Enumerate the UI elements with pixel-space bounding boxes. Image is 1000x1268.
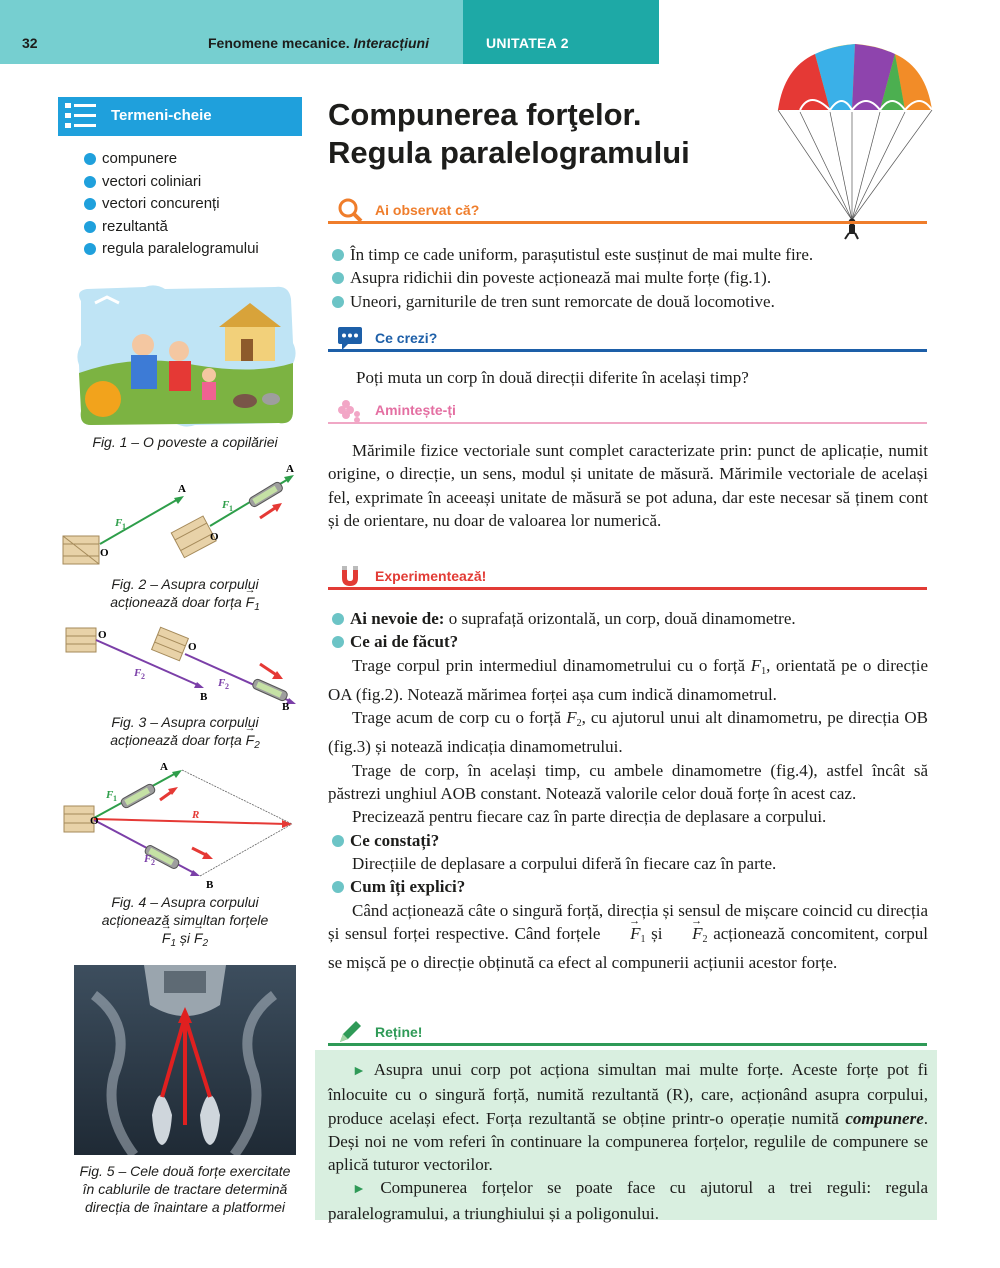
fig4-conjunction: și	[176, 930, 194, 946]
needs-label: Ai nevoie de:	[350, 609, 445, 628]
fig5-caption-line: în cablurile de tractare determină	[82, 1181, 288, 1197]
observe-item: Uneori, garniturile de tren sunt remorcate de două locomotive.	[328, 290, 928, 313]
list-icon	[64, 101, 98, 131]
fig3-diagram	[60, 624, 310, 714]
parachute-canopy	[778, 44, 932, 110]
point-o-label: O	[188, 641, 197, 653]
fig2-caption-line	[60, 593, 310, 617]
find-label: Ce constați?	[350, 830, 440, 850]
f1-label: F	[222, 499, 230, 511]
section-divider	[328, 587, 927, 590]
f2-label: F	[144, 853, 152, 865]
point-o-label: O	[98, 629, 107, 641]
experiment-step	[328, 706, 928, 759]
section-remember-header	[328, 398, 927, 424]
step-text: , orientată pe o direcție OA (fig.2). Notează mărimea forței așa cum indică dinamometrul.	[328, 655, 928, 704]
force-subscript: 1	[761, 665, 767, 677]
point-b-label: B	[282, 701, 290, 713]
title-line: Regula paralelogramului	[328, 135, 690, 170]
point-a-label: A	[286, 463, 294, 475]
retain-text: Compunerea forțelor se poate face cu ajutorul a trei reguli: regula paralelogramului, a triunghiului și a poligonului.	[328, 1178, 929, 1223]
experiment-explain-heading	[328, 875, 928, 898]
force-symbol: → F	[606, 922, 640, 945]
section-think-header	[328, 326, 927, 352]
f1-label: F	[115, 517, 123, 529]
pencil-icon	[336, 1018, 364, 1046]
force-vector-f2	[94, 820, 196, 874]
fig1-caption: Fig. 1 – O poveste a copilăriei	[92, 434, 278, 450]
section-retain-title: Reține!	[375, 1024, 423, 1040]
fig3-caption-line	[60, 731, 310, 755]
title-line: Compunerea forţelor.	[328, 97, 642, 132]
step-text: Trage corpul prin intermediul dinamometrului cu o forță	[352, 655, 751, 675]
do-label: Ce ai de făcut?	[350, 632, 459, 652]
explain-text: acționează concomitent, corpul se mișcă pe o direcție obținută ca efect al compunerii acțiunii acestor forțe.	[328, 923, 928, 973]
key-terms-title: Termeni-cheie	[111, 107, 212, 124]
key-term: vectori concurenți	[84, 193, 259, 216]
magnet-icon	[336, 562, 364, 590]
section-divider	[328, 422, 927, 424]
key-terms-list	[84, 148, 259, 261]
fig3-caption	[60, 713, 310, 755]
f2-subscript: 2	[151, 858, 155, 867]
f1-subscript: 1	[122, 522, 126, 531]
fig3-caption-line: Fig. 3 – Asupra corpului	[111, 714, 259, 730]
retain-text: . Deși noi ne vom referi în continuare la compunerea forțelor, regulile de compunere se aplică tuturor vectorilor.	[328, 1108, 928, 1175]
unit-label: UNITATEA 2	[486, 35, 569, 51]
section-observe-header	[328, 198, 927, 224]
experiment-step: Trage de corp, în același timp, cu ambele dinamometre (fig.4), astfel încât să păstrezi unghiul AOB constant. Notează valorile celor două forțe în acest caz.	[328, 760, 928, 804]
observe-item: Asupra ridichii din poveste acționează mai multe forțe (fig.1).	[328, 266, 928, 289]
point-o-label: O	[90, 815, 99, 827]
book-title-italic: Interacțiuni	[353, 35, 429, 51]
point-b-label: B	[206, 879, 214, 890]
experiment-step: Precizează pentru fiecare caz în parte direcția de deplasare a corpului.	[352, 807, 827, 827]
fig4-caption-line	[60, 929, 310, 953]
section-divider	[328, 221, 927, 224]
retain-paragraph	[328, 1176, 928, 1225]
fig5-caption-line: direcția de înaintare a platformei	[85, 1199, 285, 1215]
observe-item: În timp ce cade uniform, parașutistul este susținut de mai multe fire.	[328, 243, 928, 266]
f1-subscript: 1	[229, 504, 233, 513]
fig2-caption-line: Fig. 2 – Asupra corpului	[111, 576, 259, 592]
section-divider	[328, 349, 927, 352]
f1-subscript: 1	[113, 794, 117, 803]
crate-box	[66, 628, 96, 652]
fig4-caption-line: acționează simultan forțele	[101, 912, 269, 928]
observe-list	[328, 243, 928, 313]
conjunction: și	[645, 923, 669, 943]
f2-label: F	[218, 677, 226, 689]
f2-label: F	[134, 667, 142, 679]
remember-paragraph: Mărimile fizice vectoriale sunt complet caracterizate prin: punct de aplicație, numit origine, o direcție, un sens, modul și unitate de măsură. Mărimile vectoriale de același fel, exprimate în aceeași unitate de măsură se pot aduna, dar este necesar să ținem cont și de orientare, nu doar de valoarea lor numerică.	[328, 441, 928, 530]
fig4-caption-line: Fig. 4 – Asupra corpului	[111, 894, 259, 910]
fig4-force-subscript: 1	[170, 938, 177, 949]
fig1-story-illustration	[75, 283, 297, 428]
flower-icon	[336, 396, 364, 424]
step-text: Trage acum de corp cu o forță	[352, 708, 567, 728]
explain-label: Cum îți explici?	[350, 877, 466, 897]
section-retain-header	[328, 1020, 927, 1046]
experiment-step	[328, 654, 928, 707]
fig4-caption	[60, 893, 310, 953]
fig2-caption	[60, 575, 310, 617]
experiment-do-heading	[328, 630, 928, 653]
fig4-force-symbol: → F	[194, 929, 203, 947]
force-vector-f1	[100, 498, 180, 544]
retain-body	[328, 1058, 928, 1225]
fig5-photo-boats	[74, 965, 296, 1155]
force-subscript: 2	[576, 718, 582, 730]
magnifier-icon	[336, 196, 364, 224]
needs-text: o suprafață orizontală, un corp, două dinamometre.	[444, 609, 796, 628]
section-observe-title: Ai observat că?	[375, 202, 480, 218]
unit-banner	[463, 0, 659, 64]
key-term: rezultantă	[84, 216, 259, 239]
fig4-force-symbol: → F	[162, 929, 171, 947]
crate-box	[63, 536, 99, 564]
section-experiment-header	[328, 564, 927, 590]
key-term: regula paralelogramului	[84, 238, 259, 261]
section-remember-title: Amintește-ți	[375, 402, 456, 418]
resultant-vector	[94, 819, 286, 824]
step-text: , cu ajutorul unui alt dinamometru, pe direcția OB (fig.3) și notează indicația dinamometrului.	[328, 708, 928, 757]
page-number: 32	[22, 35, 38, 51]
fig3-force-subscript: 2	[254, 740, 260, 751]
fig2-force-symbol: → F	[246, 593, 255, 611]
experiment-finding: Direcțiile de deplasare a corpului diferă în fiecare caz în parte.	[352, 853, 777, 873]
book-title	[208, 35, 429, 51]
dynamometer	[252, 678, 289, 702]
key-term: compunere	[84, 148, 259, 171]
point-o-label: O	[100, 547, 109, 559]
think-text	[328, 366, 928, 389]
force-subscript: 1	[640, 933, 646, 945]
page-title	[328, 96, 690, 172]
fig3-caption-text: acționează doar forța	[110, 732, 242, 748]
triangle-bullet-icon: ►	[352, 1064, 366, 1079]
think-question: Poți muta un corp în două direcții diferite în același timp?	[356, 368, 749, 387]
point-a-label: A	[178, 483, 186, 495]
f1-label: F	[106, 789, 114, 801]
experiment-explanation	[328, 899, 928, 975]
experiment-body	[328, 607, 928, 974]
section-divider	[328, 1043, 927, 1046]
book-title-main: Fenomene mecanice.	[208, 35, 354, 51]
section-think-title: Ce crezi?	[375, 330, 438, 346]
retain-paragraph	[328, 1058, 928, 1176]
experiment-needs	[328, 607, 928, 630]
explain-text: Când acționează câte o singură forță, direcția și sensul de mișcare coincid cu direcția și sensul forței respective. Când forțele	[328, 900, 928, 943]
retain-text: Asupra unui corp pot acționa simultan mai multe forțe. Aceste forțe pot fi înlocuite cu o singură forță, numită rezultantă (R), care, acționând asupra corpului, produce același efect. Forța rezultantă se obține printr-o operație numită	[328, 1060, 928, 1128]
fig4-force-subscript: 2	[202, 938, 209, 949]
experiment-find-heading	[328, 829, 928, 852]
resultant-label: R	[192, 809, 200, 821]
fig5-caption-line: Fig. 5 – Cele două forțe exercitate	[79, 1163, 291, 1179]
fig2-caption-text: acționează doar forța	[110, 594, 242, 610]
remember-text	[328, 439, 928, 532]
force-symbol: F	[566, 708, 577, 728]
fig5-caption	[60, 1162, 310, 1216]
retain-emphasis: compunere	[845, 1108, 924, 1128]
parallelogram-edge	[200, 824, 292, 876]
fig4-diagram	[60, 760, 310, 890]
crate-box	[152, 627, 189, 660]
key-term: vectori coliniari	[84, 171, 259, 194]
force-symbol: → F	[668, 922, 702, 945]
fig3-force-symbol: → F	[246, 731, 255, 749]
fig2-force-subscript: 1	[254, 602, 260, 613]
header-bar	[0, 0, 463, 64]
force-symbol: F	[750, 655, 762, 675]
force-subscript: 2	[702, 933, 708, 945]
f2-subscript: 2	[141, 672, 145, 681]
section-experiment-title: Experimentează!	[375, 568, 487, 584]
point-b-label: B	[200, 691, 208, 703]
triangle-bullet-icon: ►	[352, 1182, 366, 1198]
point-o-label: O	[210, 531, 219, 543]
dynamometer	[120, 783, 156, 809]
f2-subscript: 2	[225, 682, 229, 691]
point-a-label: A	[160, 761, 168, 773]
speech-bubble-icon	[336, 324, 364, 352]
fig2-diagram	[60, 460, 310, 575]
